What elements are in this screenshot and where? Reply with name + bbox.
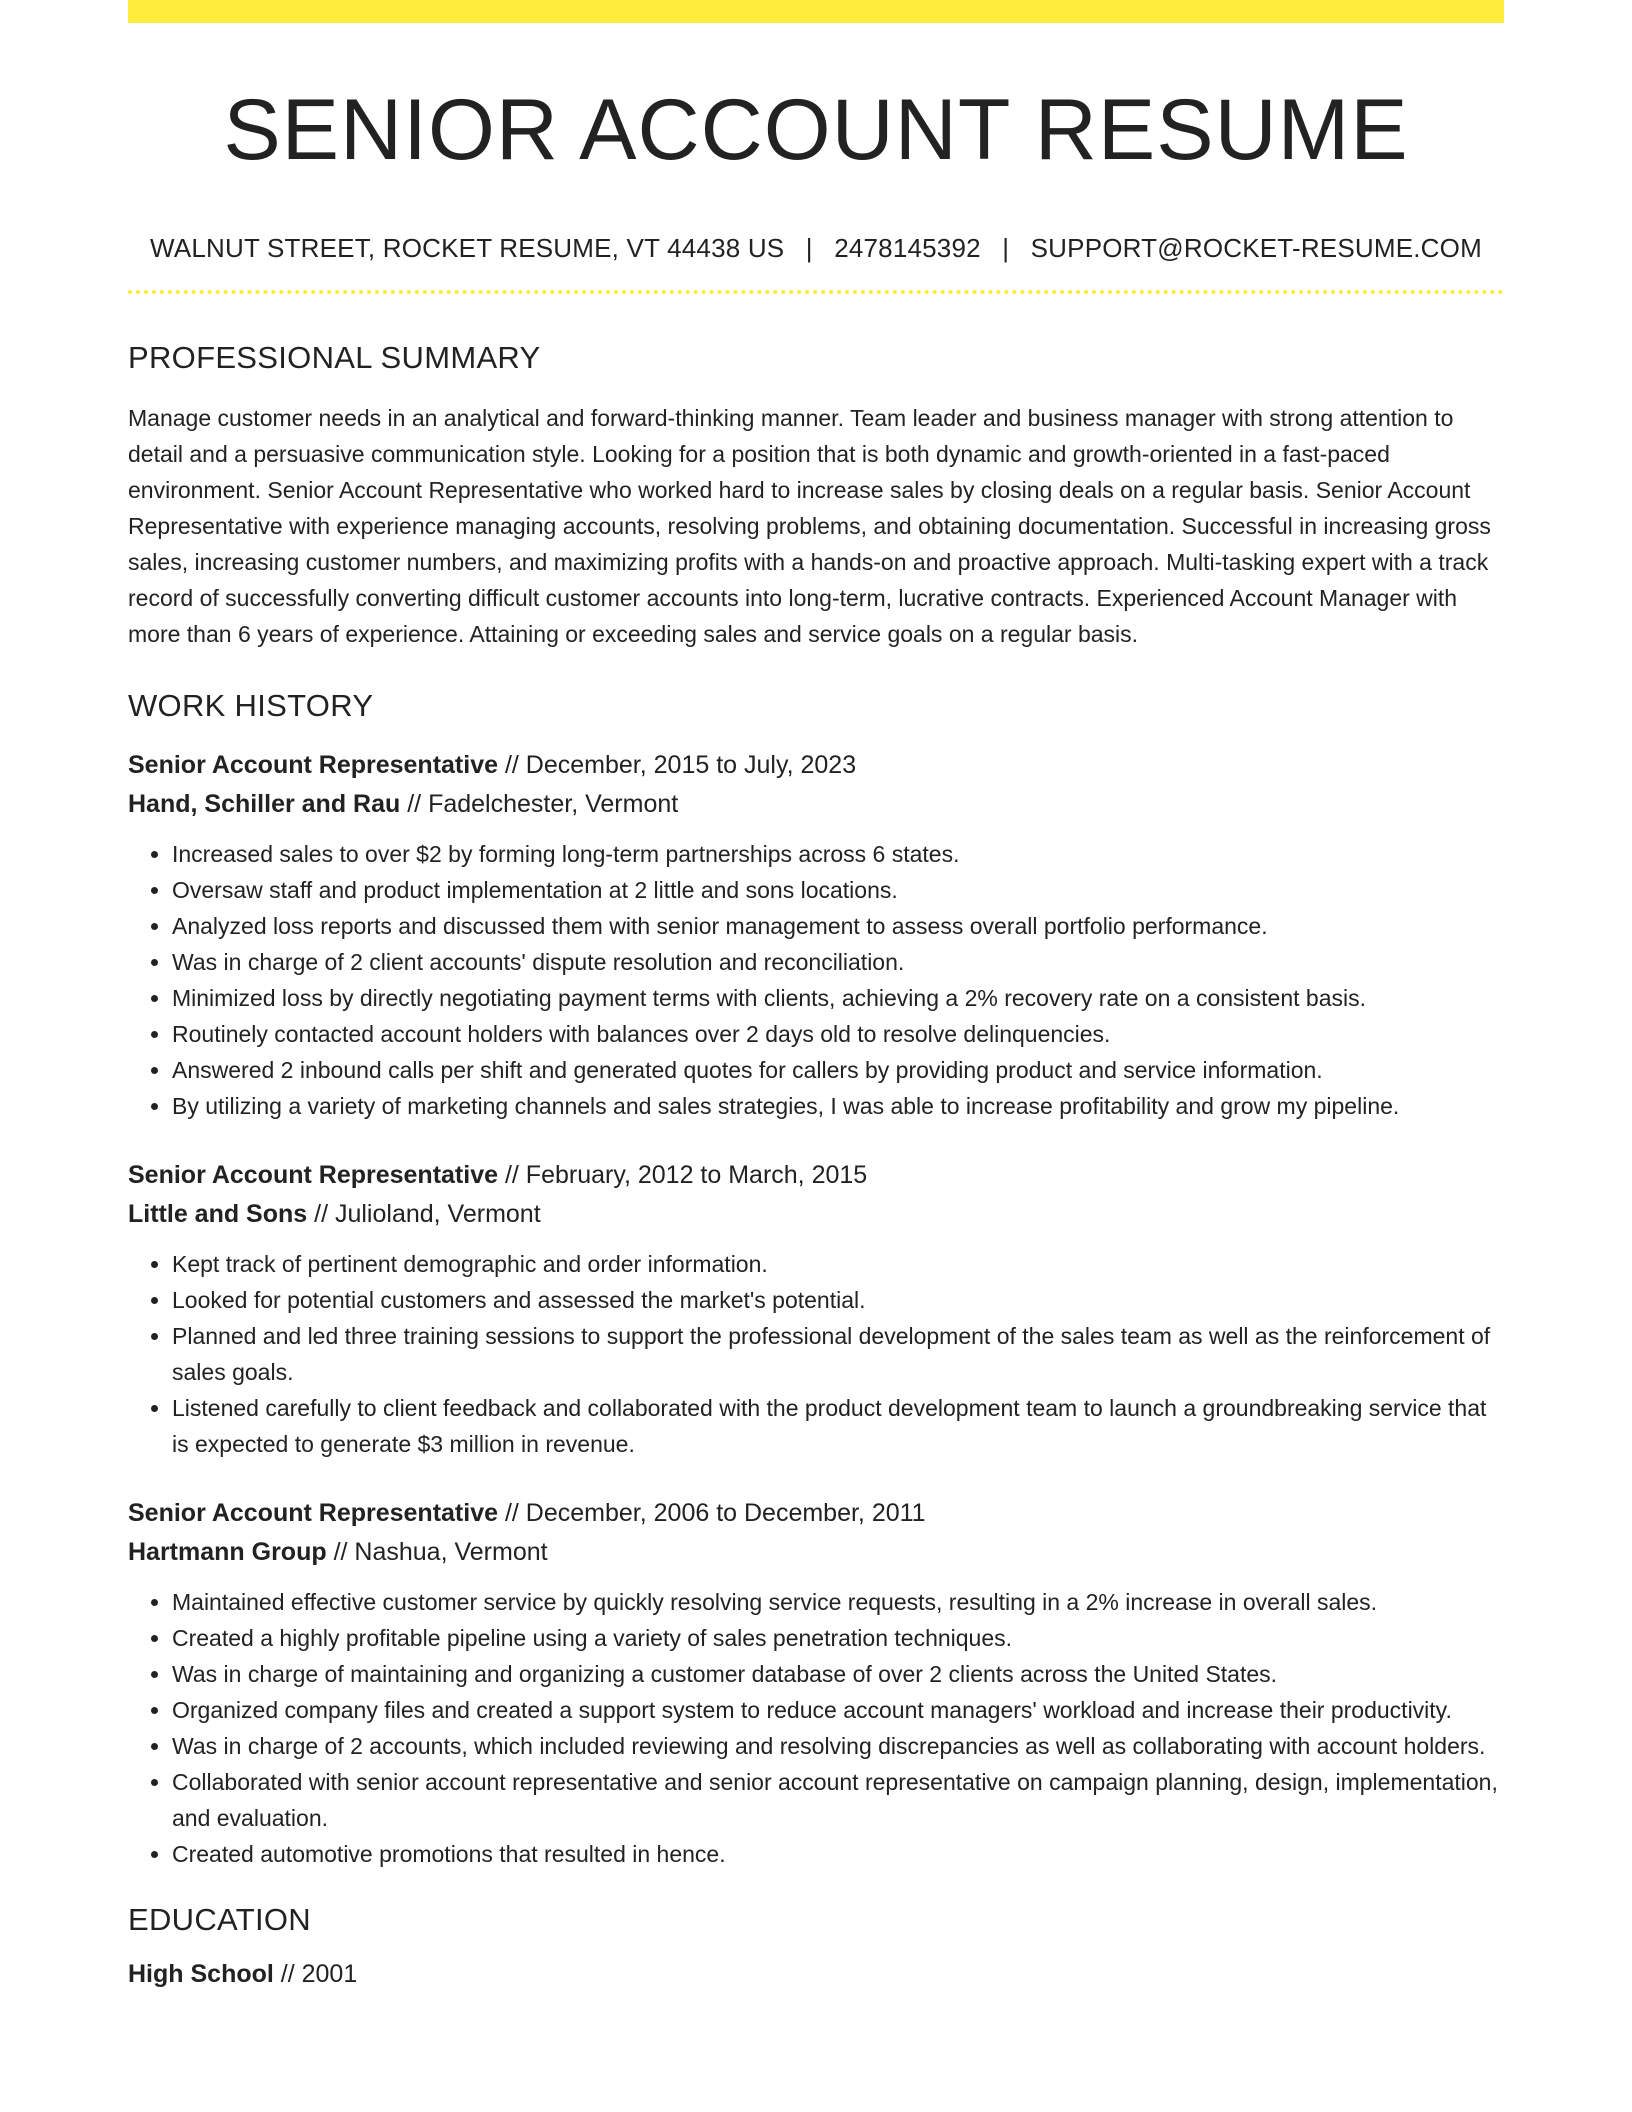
list-item: • By utilizing a variety of marketing channels and sales strategies, I was able to increase profitability and grow my pipeline. — [172, 1088, 1504, 1124]
list-item: • Listened carefully to client feedback and collaborated with the product development team to launch a groundbreaking service that is expected to generate $3 million in revenue. — [172, 1390, 1504, 1462]
job-dates: // December, 2015 to July, 2023 — [498, 751, 857, 779]
contact-separator: | — [805, 233, 813, 263]
job-location: // Nashua, Vermont — [326, 1538, 548, 1566]
job-company: Little and Sons — [128, 1200, 308, 1228]
job-location: // Julioland, Vermont — [307, 1200, 541, 1228]
list-item: • Increased sales to over $2 by forming long-term partnerships across 6 states. — [172, 836, 1504, 872]
resume-title: SENIOR ACCOUNT RESUME — [223, 82, 1409, 178]
list-item: • Organized company files and created a support system to reduce account managers' workload and increase their productivity. — [172, 1692, 1504, 1728]
list-item: • Collaborated with senior account representative and senior account representative on campaign planning, design, implementation, and evaluation. — [172, 1764, 1504, 1836]
list-item: • Maintained effective customer service by quickly resolving service requests, resulting in a 2% increase in overall sales. — [172, 1584, 1504, 1620]
resume-content — [128, 0, 1504, 1992]
work-history-heading: WORK HISTORY — [128, 688, 374, 723]
list-item: • Routinely contacted account holders with balances over 2 days old to resolve delinquencies. — [172, 1016, 1504, 1052]
contact-line — [128, 232, 1504, 264]
job-dates: // December, 2006 to December, 2011 — [498, 1499, 926, 1527]
job-company-line — [128, 785, 1504, 824]
contact-separator: | — [1002, 233, 1010, 263]
summary-heading: PROFESSIONAL SUMMARY — [128, 340, 541, 375]
job-title: Senior Account Representative — [128, 1161, 499, 1189]
job-entry — [128, 746, 1504, 1124]
job-company: Hartmann Group — [128, 1538, 327, 1566]
job-title-line — [128, 1156, 1504, 1195]
job-title: Senior Account Representative — [128, 1499, 499, 1527]
education-school: High School — [128, 1960, 274, 1988]
list-item: • Oversaw staff and product implementation at 2 little and sons locations. — [172, 872, 1504, 908]
job-company: Hand, Schiller and Rau — [128, 790, 401, 818]
list-item: • Analyzed loss reports and discussed them with senior management to assess overall portfolio performance. — [172, 908, 1504, 944]
list-item: • Looked for potential customers and assessed the market's potential. — [172, 1282, 1504, 1318]
list-item: • Planned and led three training sessions to support the professional development of the sales team as well as the reinforcement of sales goals. — [172, 1318, 1504, 1390]
contact-phone: 2478145392 — [834, 233, 981, 263]
job-title-line — [128, 746, 1504, 785]
dotted-divider — [128, 290, 1504, 294]
job-entry — [128, 1156, 1504, 1462]
job-location: // Fadelchester, Vermont — [400, 790, 679, 818]
contact-address: WALNUT STREET, ROCKET RESUME, VT 44438 US — [150, 233, 785, 263]
list-item: • Was in charge of 2 accounts, which included reviewing and resolving discrepancies as well as collaborating with account holders. — [172, 1728, 1504, 1764]
job-company-line — [128, 1533, 1504, 1572]
list-item: • Kept track of pertinent demographic and order information. — [172, 1246, 1504, 1282]
education-year: // 2001 — [273, 1960, 358, 1988]
list-item: • Created automotive promotions that resulted in hence. — [172, 1836, 1504, 1872]
job-bullets — [128, 1246, 1504, 1462]
job-company-line — [128, 1195, 1504, 1234]
job-entry — [128, 1494, 1504, 1872]
job-dates: // February, 2012 to March, 2015 — [498, 1161, 868, 1189]
list-item: • Created a highly profitable pipeline using a variety of sales penetration techniques. — [172, 1620, 1504, 1656]
job-bullets — [128, 836, 1504, 1124]
job-bullets — [128, 1584, 1504, 1872]
job-title: Senior Account Representative — [128, 751, 499, 779]
summary-text: Manage customer needs in an analytical and forward-thinking manner. Team leader and business manager with strong attention to detail and a persuasive communication style. Looking for a position that is both dynamic and growth-oriented in a fast-paced environment. Senior Account Representative who worked hard to increase sales by closing deals on a regular basis. Senior Account Representative with experience managing accounts, resolving problems, and obtaining documentation. Successful in increasing gross sales, increasing customer numbers, and maximizing profits with a hands-on and proactive approach. Multi-tasking expert with a track record of successfully converting difficult customer accounts into long-term, lucrative contracts. Experienced Account Manager with more than 6 years of experience. Attaining or exceeding sales and service goals on a regular basis. — [128, 405, 1491, 647]
contact-email: SUPPORT@ROCKET-RESUME.COM — [1030, 233, 1482, 263]
list-item: • Answered 2 inbound calls per shift and generated quotes for callers by providing product and service information. — [172, 1052, 1504, 1088]
education-entry — [128, 1956, 1504, 1992]
list-item: • Minimized loss by directly negotiating payment terms with clients, achieving a 2% recovery rate on a consistent basis. — [172, 980, 1504, 1016]
education-heading: EDUCATION — [128, 1902, 311, 1937]
list-item: • Was in charge of maintaining and organizing a customer database of over 2 clients across the United States. — [172, 1656, 1504, 1692]
list-item: • Was in charge of 2 client accounts' dispute resolution and reconciliation. — [172, 944, 1504, 980]
job-title-line — [128, 1494, 1504, 1533]
